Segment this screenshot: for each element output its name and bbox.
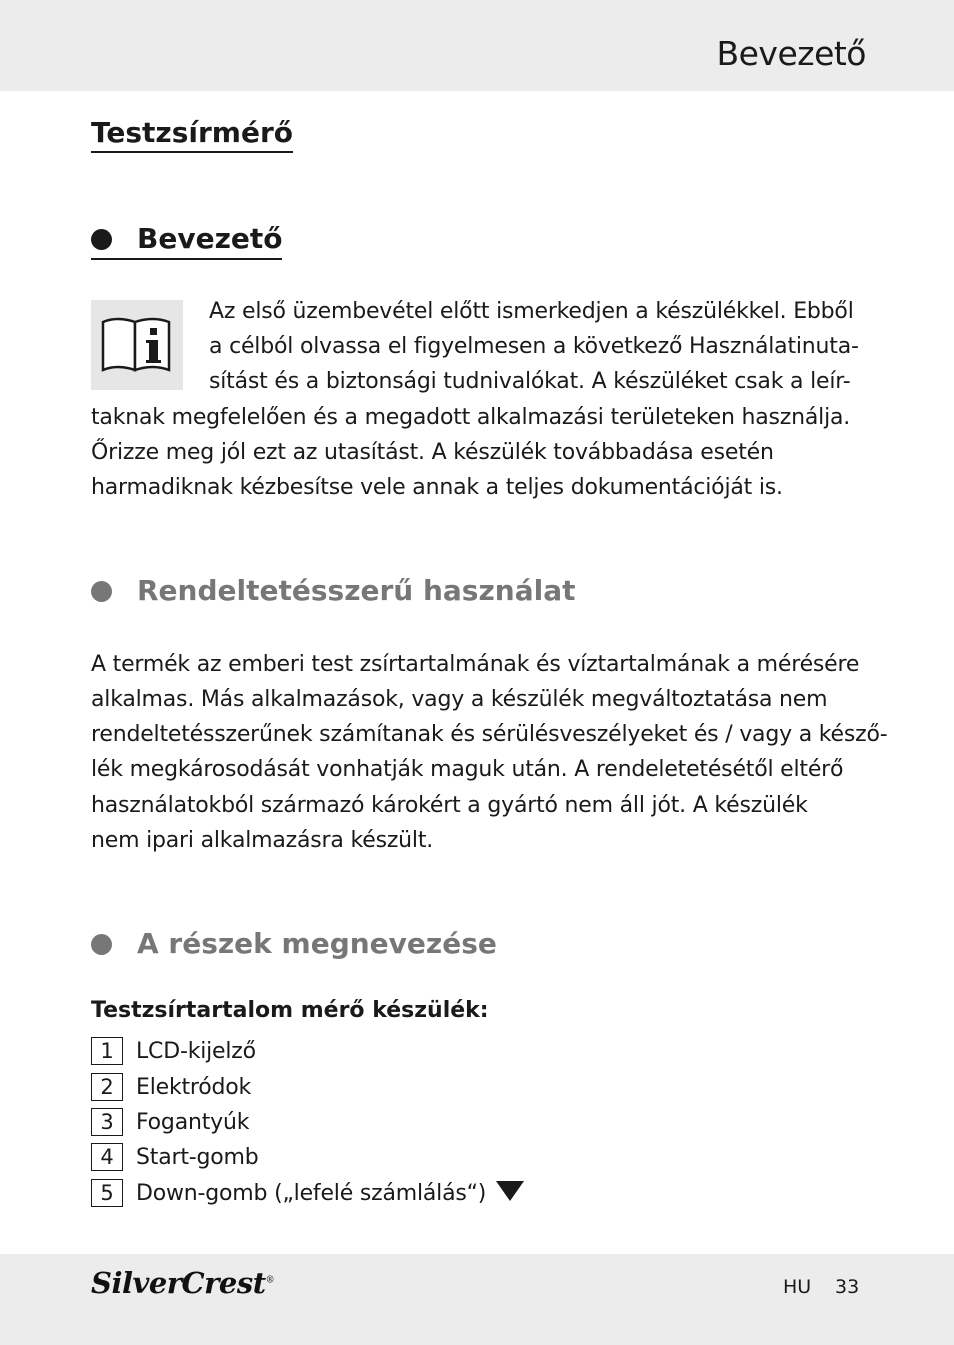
part-item xyxy=(91,1036,256,1066)
intro-text-line: taknak megfelelően és a megadott alkalmazási területeken használja. xyxy=(91,405,851,430)
heading-intended-use xyxy=(91,574,575,608)
intro-text-line: sítást és a biztonsági tudnivalókat. A készüléket csak a leír- xyxy=(209,369,851,394)
part-number: 2 xyxy=(91,1073,123,1101)
part-item xyxy=(91,1072,251,1102)
parts-subheading: Testzsírtartalom mérő készülék: xyxy=(91,998,489,1023)
intended-use-line: rendeltetésszerűnek számítanak és sérülésveszélyeket és / vagy a késző- xyxy=(91,722,888,747)
brand-logo xyxy=(91,1266,274,1300)
part-number: 4 xyxy=(91,1143,123,1171)
intended-use-line: A termék az emberi test zsírtartalmának és víztartalmának a mérésére xyxy=(91,652,860,677)
registered-mark: ® xyxy=(265,1275,275,1286)
intended-use-line: lék megkárosodását vonhatják maguk után. A rendeletetésétől eltérő xyxy=(91,757,844,782)
part-label: LCD-kijelző xyxy=(136,1038,256,1064)
part-label: Fogantyúk xyxy=(136,1109,250,1135)
heading-parts-text: A részek megnevezése xyxy=(137,927,497,960)
down-triangle-icon xyxy=(496,1181,524,1201)
intro-text-line: Őrizze meg jól ezt az utasítást. A készülék továbbadása esetén xyxy=(91,440,774,465)
header-section-title: Bevezető xyxy=(716,34,866,73)
page-number: 33 xyxy=(835,1276,860,1298)
intro-text-line: harmadiknak kézbesítse vele annak a teljes dokumentációját is. xyxy=(91,475,783,500)
heading-intro-text: Bevezető xyxy=(137,222,283,255)
part-item xyxy=(91,1107,249,1137)
bullet-icon xyxy=(91,934,112,955)
bullet-icon xyxy=(91,229,112,250)
intro-text-line: a célból olvassa el figyelmesen a következő Használatinuta- xyxy=(209,334,859,359)
part-label: Start-gomb xyxy=(136,1144,259,1170)
heading-parts xyxy=(91,927,497,961)
heading-intro xyxy=(91,222,282,260)
intended-use-line: használatokból származó károkért a gyártó nem áll jót. A készülék xyxy=(91,793,808,818)
part-number: 3 xyxy=(91,1108,123,1136)
intended-use-line: alkalmas. Más alkalmazások, vagy a készülék megváltoztatása nem xyxy=(91,687,828,712)
footer-language: HU xyxy=(783,1276,812,1298)
brand-name: SilverCrest xyxy=(91,1266,266,1300)
part-label: Down-gomb („lefelé számlálás“) xyxy=(136,1180,487,1206)
part-label: Elektródok xyxy=(136,1074,252,1100)
heading-intended-use-text: Rendeltetésszerű használat xyxy=(137,574,576,607)
document-title: Testzsírmérő xyxy=(91,116,293,153)
intended-use-line: nem ipari alkalmazásra készült. xyxy=(91,828,434,853)
part-item xyxy=(91,1142,259,1172)
bullet-icon xyxy=(91,581,112,602)
intro-text-line: Az első üzembevétel előtt ismerkedjen a készülékkel. Ebből xyxy=(209,299,854,324)
book-info-icon xyxy=(91,300,183,390)
part-item xyxy=(91,1178,524,1208)
part-number: 5 xyxy=(91,1179,123,1207)
part-number: 1 xyxy=(91,1037,123,1065)
